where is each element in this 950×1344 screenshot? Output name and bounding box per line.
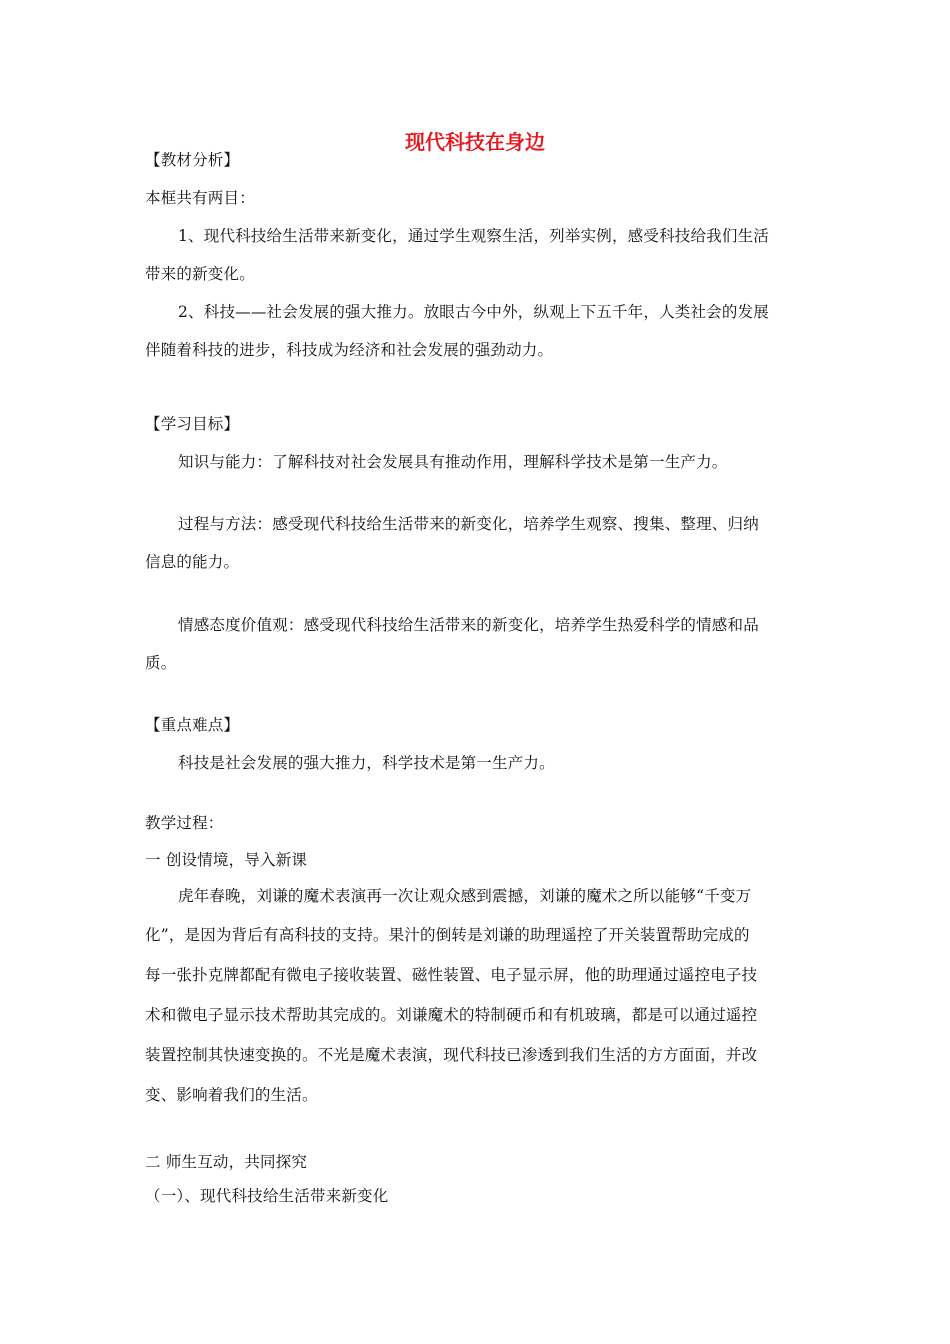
process-heading: 教学过程：: [145, 814, 224, 832]
section-two-heading: 二 师生互动，共同探究: [145, 1153, 308, 1171]
paragraph-line: 装置控制其快速变换的。不光是魔术表演，现代科技已渗透到我们生活的方方面面，并改: [145, 1046, 758, 1064]
subsection-one-heading: （一）、现代科技给生活带来新变化: [145, 1187, 389, 1205]
paragraph-line: 变、影响着我们的生活。: [145, 1086, 318, 1104]
goal-emotion-line2: 质。: [145, 654, 177, 672]
paragraph-line: 术和微电子显示技术帮助其完成的。刘谦魔术的特制硬币和有机玻璃，都是可以通过遥控: [145, 1006, 758, 1024]
item1-line1: 1、现代科技给生活带来新变化，通过学生观察生活，列举实例，感受科技给我们生活: [178, 227, 769, 245]
goal-emotion-line1: 情感态度价值观：感受现代科技给生活带来的新变化，培养学生热爱科学的情感和品: [178, 616, 759, 634]
document-title: 现代科技在身边: [405, 130, 545, 154]
goal-process-line1: 过程与方法：感受现代科技给生活带来的新变化，培养学生观察、搜集、整理、归纳: [178, 515, 759, 533]
key-text: 科技是社会发展的强大推力，科学技术是第一生产力。: [178, 754, 555, 772]
goal-process-line2: 信息的能力。: [145, 553, 240, 571]
paragraph-line: 化”，是因为背后有高科技的支持。果汁的倒转是刘谦的助理遥控了开关装置帮助完成的: [145, 926, 750, 944]
paragraph-line: 虎年春晚，刘谦的魔术表演再一次让观众感到震撼，刘谦的魔术之所以能够“千变万: [178, 887, 752, 905]
section-heading-goals: 【学习目标】: [145, 415, 240, 433]
paragraph-line: 每一张扑克牌都配有微电子接收装置、磁性装置、电子显示屏，他的助理通过遥控电子技: [145, 966, 758, 984]
item2-line2: 伴随着科技的进步，科技成为经济和社会发展的强劲动力。: [145, 341, 554, 359]
item2-line1: 2、科技——社会发展的强大推力。放眼古今中外，纵观上下五千年，人类社会的发展: [178, 303, 769, 321]
intro-text: 本框共有两目：: [145, 189, 255, 207]
item1-line2: 带来的新变化。: [145, 265, 255, 283]
section-heading-key: 【重点难点】: [145, 716, 240, 734]
section-heading-analysis: 【教材分析】: [145, 151, 240, 169]
section-one-heading: 一 创设情境，导入新课: [145, 851, 308, 869]
goal-knowledge: 知识与能力：了解科技对社会发展具有推动作用，理解科学技术是第一生产力。: [178, 453, 728, 471]
